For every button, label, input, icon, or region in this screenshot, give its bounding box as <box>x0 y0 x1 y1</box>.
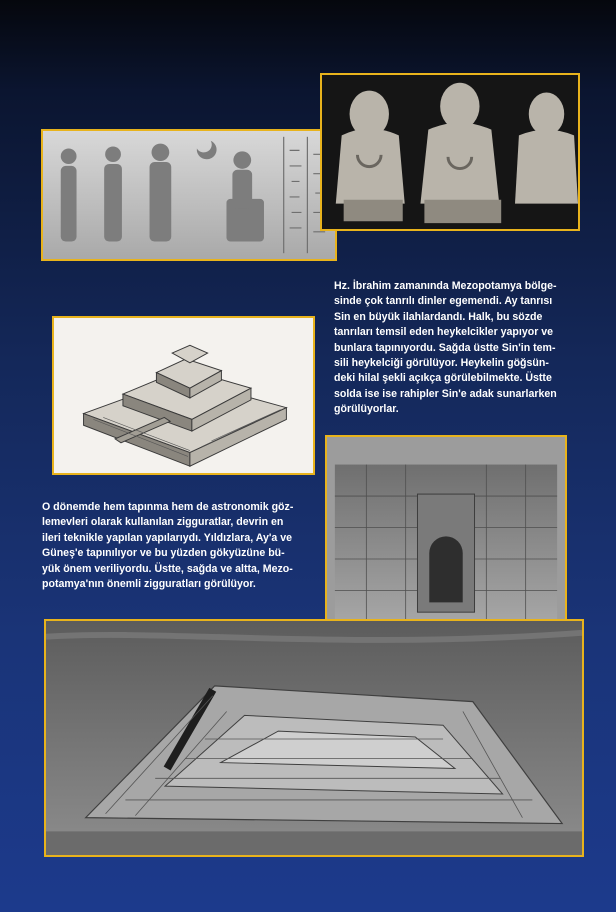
caption-top-right <box>334 279 586 418</box>
caption-line: ileri teknikle yapılan yapılarıydı. Yıldızlara, Ay'a ve <box>42 531 293 544</box>
caption-line: sili heykelciği görülüyor. Heykelin göğsün- <box>334 357 549 370</box>
caption-line: O dönemde hem tapınma hem de astronomik göz- <box>42 501 294 513</box>
caption-line: görülüyorlar. <box>334 403 399 416</box>
caption-line: yük önem veriliyordu. Üstte, sağda ve altta, Mezo- <box>42 562 293 575</box>
caption-line: bunlara tapınıyordu. Sağda üstte Sin'in tem- <box>334 341 556 354</box>
caption-line: lemevleri olarak kullanılan zigguratlar, devrin en <box>42 516 284 529</box>
caption-line: tanrıları temsil eden heykelcikler yapıyor ve <box>334 326 554 339</box>
caption-line: Sin en büyük ilahlardandı. Halk, bu sözde <box>334 310 543 323</box>
ziggurat-aerial-photo <box>44 619 584 857</box>
caption-middle-left <box>42 500 318 592</box>
caption-line: Hz. İbrahim zamanında Mezopotamya bölge- <box>334 280 557 292</box>
caption-line: solda ise ise rahipler Sin'e adak sunarlarken <box>334 387 557 400</box>
caption-line: sinde çok tanrılı dinler egemendi. Ay tanrısı <box>334 295 553 308</box>
caption-line: deki hilal şekli açıkça görülebilmekte. Üstte <box>334 372 552 385</box>
cylinder-seal-relief-photo <box>41 129 337 261</box>
ziggurat-drawing <box>52 316 315 475</box>
caption-line: Güneş'e tapınılıyor ve bu yüzden gökyüzüne bü- <box>42 547 285 560</box>
sin-statuettes-photo <box>320 73 580 231</box>
caption-line: potamya'nın önemli zigguratları görülüyor. <box>42 578 256 591</box>
